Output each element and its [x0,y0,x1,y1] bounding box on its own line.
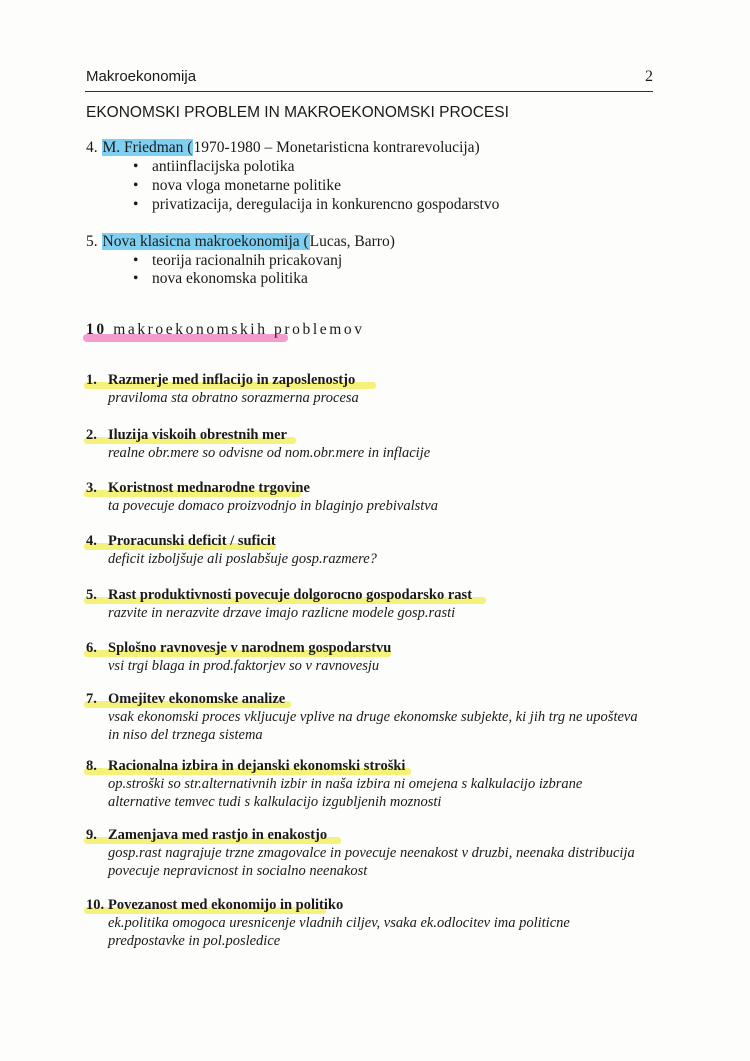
problem-title: Rast produktivnosti povecuje dolgorocno gospodarsko rast [108,587,473,603]
problem-title: Proracunski deficit / suficit [108,533,276,549]
header-rule [85,91,653,92]
problem-number: 2. [86,427,97,443]
item-rest: Lucas, Barro) [309,233,395,250]
problem-title: Iluzija viskoih obrestnih mer [108,427,287,443]
problem-title: Splošno ravnovesje v narodnem gospodarstvu [108,640,392,656]
bullet-icon: • [133,177,139,194]
problem-title: Omejitev ekonomske analize [108,691,286,707]
problem-number: 6. [86,640,97,656]
highlighted-name: Nova klasicna makroekonomija ( [102,233,309,250]
problem-description: deficit izboljšuje ali poslabšuje gosp.razmere? [108,551,377,567]
section-title: EKONOMSKI PROBLEM IN MAKROEKONOMSKI PROCESI [86,104,509,121]
problems-heading: 10 makroekonomskih problemov [86,321,365,338]
history-item [86,233,395,251]
problem-number: 9. [86,827,97,843]
running-header: Makroekonomija [86,68,197,85]
problem-number: 8. [86,758,97,774]
problem-description: gosp.rast nagrajuje trzne zmagovalce in povecuje neenakost v druzbi, neenaka distribucija povecuje nepravicnost in socialno neenakost [108,845,635,879]
item-number: 5. [86,233,98,250]
problem-description: vsak ekonomski proces vkljucuje vplive na druge ekonomske subjekte, ki jih trg ne upošteva in niso del trznega sistema [108,709,638,743]
problem-description: razvite in nerazvite drzave imajo razlicne modele gosp.rasti [108,605,456,621]
item-rest: 1970-1980 – Monetaristicna kontrarevolucija) [193,139,480,156]
problem-description: ek.politika omogoca uresnicenje vladnih ciljev, vsaka ek.odlocitev ima politicne predpostavke in pol.posledice [108,915,570,949]
bullet-icon: • [133,158,139,175]
problem-description: vsi trgi blaga in prod.faktorjev so v ravnovesju [108,658,380,674]
problem-number: 3. [86,480,97,496]
bullet-icon: • [133,196,139,213]
problem-title: Racionalna izbira in dejanski ekonomski stroški [108,758,406,774]
item-number: 4. [86,139,98,156]
problem-description: ta povecuje domaco proizvodnjo in blaginjo prebivalstva [108,498,438,514]
problem-number: 1. [86,372,97,388]
problem-title: Zamenjava med rastjo in enakostjo [108,827,328,843]
bullet-icon: • [133,270,139,287]
problem-title: Koristnost mednarodne trgovine [108,480,310,496]
bullet-icon: • [133,252,139,269]
highlighted-name: M. Friedman ( [102,139,193,156]
problem-number: 5. [86,587,97,603]
problem-description: praviloma sta obratno sorazmerna procesa [108,390,359,406]
page-number: 2 [645,68,653,85]
problem-number: 7. [86,691,97,707]
history-item [86,139,480,157]
problem-number: 4. [86,533,97,549]
problem-title: Razmerje med inflacijo in zaposlenostjo [108,372,356,388]
problem-description: realne obr.mere so odvisne od nom.obr.mere in inflacije [108,445,431,461]
problem-description: op.stroški so str.alternativnih izbir in naša izbira ni omejena s kalkulacijo izbrane alternative temvec tudi s kalkulacijo izgubljenih moznosti [108,776,583,810]
problem-title: Povezanost med ekonomijo in politiko [108,897,344,913]
problem-number: 10. [86,897,105,913]
